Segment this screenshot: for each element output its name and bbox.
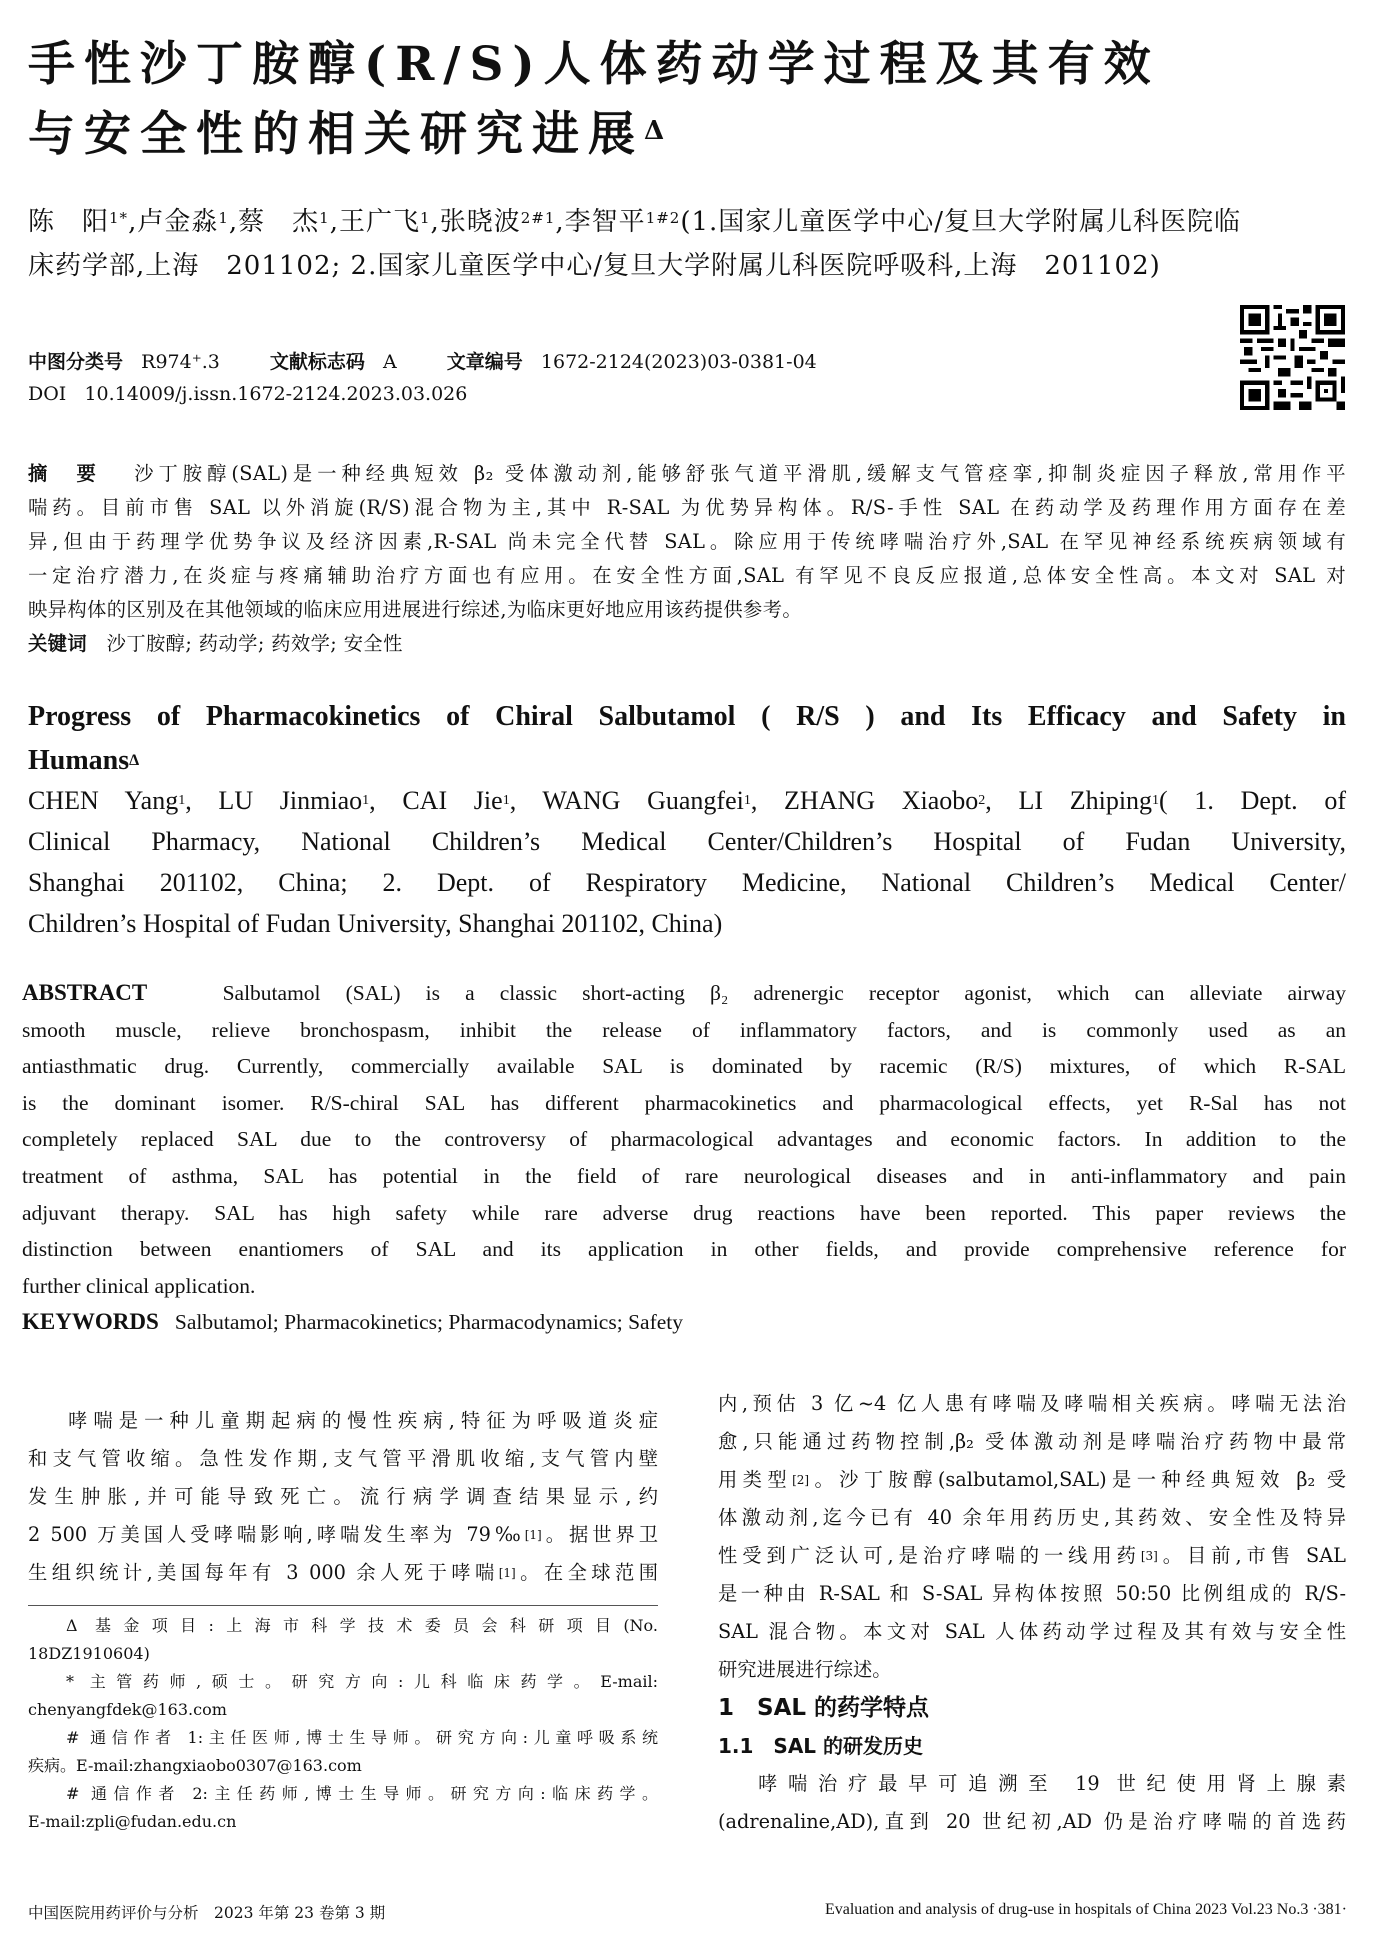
footnote-line: # 通信作者 2:主任药师,博士生导师。研究方向:临床药学。 [66,1784,658,1803]
author-name: 陈 阳 [28,207,110,237]
body-line [28,1516,658,1554]
author-name: ,张晓波 [430,207,521,237]
english-abstract-line: distinction between enantiomers of SAL and its application in other fields, and provide comprehensive reference for [22,1237,1346,1262]
english-title-line-2-text: Humans [28,745,130,776]
author-affiliation-mark: 1 [319,209,330,227]
keywords-text: 沙丁胺醇; 药动学; 药效学; 安全性 [106,632,403,655]
english-affiliation-line: Children’s Hospital of Fudan University, Shanghai 201102, China) [28,909,723,938]
body-line: SAL 混合物。本文对 SAL 人体药动学过程及其有效与安全性 [718,1620,1346,1643]
author-name: , ZHANG Xiaobo [750,786,979,815]
body-line: 发生肿胀,并可能导致死亡。流行病学调查结果显示,约 [28,1485,658,1508]
citation-ref[interactable]: [1] [524,1528,542,1542]
doc-code-label: 文献标志码 [269,351,365,373]
author-affiliation-mark: 2 [978,793,986,808]
title-line-1: 手性沙丁胺醇(R/S)人体药动学过程及其有效 [28,37,1160,92]
article-no-value: 1672-2124(2023)03-0381-04 [540,351,817,373]
english-abstract-line: antiasthmatic drug. Currently, commercially available SAL is dominated by racemic (R/S) mixtures, of which R-SAL [22,1054,1346,1079]
author-affiliation-mark: 1#2 [645,209,681,227]
clc-value: R974⁺.3 [141,351,220,373]
body-text: 。沙丁胺醇(salbutamol,SAL)是一种经典短效 β₂ 受 [809,1468,1347,1491]
body-line: 内,预估 3 亿~4 亿人患有哮喘及哮喘相关疾病。哮喘无法治 [718,1392,1346,1415]
footer-journal-en: Evaluation and analysis of drug-use in hospitals of China 2023 Vol.23 No.3 ·381· [824,1901,1347,1918]
author-affiliation-mark: 1 [178,793,186,808]
affiliation-text: (1.国家儿童医学中心/复旦大学附属儿科医院临 [680,207,1242,237]
affiliation-line: 床药学部,上海 201102; 2.国家儿童医学中心/复旦大学附属儿科医院呼吸科,上海 201102) [28,251,1161,281]
footnote-line: 18DZ1910604) [28,1644,150,1663]
funding-mark: Δ [644,116,665,146]
abstract-text: 沙丁胺醇(SAL)是一种经典短效 β₂ 受体激动剂,能够舒张气道平滑肌,缓解支气管痉挛,抑制炎症因子释放,常用作平 [134,462,1346,485]
english-title [28,695,1346,783]
footer-journal-cn: 中国医院用药评价与分析 2023 年第 23 卷第 3 期 [28,1904,386,1922]
article-title [28,30,1348,170]
meta-row-1 [28,346,817,378]
english-title-line-2 [28,739,1346,783]
body-text: 用类型 [718,1468,793,1491]
body-line: 研究进展进行综述。 [718,1658,892,1681]
keywords-label: 关键词 [28,632,88,655]
clc-label: 中图分类号 [28,351,124,373]
body-text: 生组织统计,美国每年有 3 000 余人死于哮喘 [28,1561,499,1584]
article-meta [28,346,817,410]
english-abstract-line: adjuvant therapy. SAL has high safety while rare adverse drug reactions have been reported. This paper reviews the [22,1200,1346,1225]
body-line [718,1461,1346,1499]
body-line [28,1554,658,1592]
body-text: 。在全球范围 [515,1561,658,1584]
english-abstract-label: ABSTRACT [22,980,148,1005]
footnote-email[interactable]: chenyangfdek@163.com [28,1700,227,1719]
doi-value[interactable]: 10.14009/j.issn.1672-2124.2023.03.026 [84,383,468,405]
author-list [28,200,1348,288]
author-affiliation-mark: 1 [743,793,751,808]
body-line: 体激动剂,迄今已有 40 余年用药历史,其药效、安全性及特异 [718,1506,1346,1529]
english-abstract-line [22,975,1346,1012]
article-no-label: 文章编号 [446,351,523,373]
english-abstract-line: treatment of asthma, SAL has potential in the field of rare neurological diseases and in anti-inflammatory and pain [22,1163,1346,1188]
english-author-list [28,780,1346,944]
abstract-line: 映异构体的区别及在其他领域的临床应用进展进行综述,为临床更好地应用该药提供参考。 [28,598,803,621]
footnote-email[interactable]: E-mail:zpli@fudan.edu.cn [28,1812,237,1831]
author-affiliation-mark: 1 [419,209,431,227]
abstract-label: 摘 要 [28,462,101,485]
body-line [718,1537,1346,1575]
english-author-line-1 [28,780,1346,821]
author-name: CHEN Yang [28,786,179,815]
author-name: ,蔡 杰 [228,207,320,237]
footnote-divider [28,1605,658,1606]
english-abstract-line: smooth muscle, relieve bronchospasm, inhibit the release of inflammatory factors, and is commonly used as an [22,1017,1346,1042]
english-affiliation-line: Clinical Pharmacy, National Children’s Medical Center/Children’s Hospital of Fudan University, [28,827,1346,856]
english-abstract-text: Salbutamol (SAL) is a classic short-acting β₂ adrenergic receptor agonist, which can alleviate airway [222,981,1347,1005]
english-abstract-line: further clinical application. [22,1273,256,1298]
abstract-line: 异,但由于药理学优势争议及经济因素,R-SAL 尚未完全代替 SAL。除应用于传统哮喘治疗外,SAL 在罕见神经系统疾病领域有 [28,530,1346,553]
body-line: 愈,只能通过药物控制,β₂ 受体激动剂是哮喘治疗药物中最常 [718,1430,1346,1453]
author-line-1 [28,200,1348,244]
title-line-2 [28,100,1348,170]
body-column-right [718,1385,1346,1841]
footnote-line: Δ 基金项目:上海市科学技术委员会科研项目(No. [66,1616,658,1635]
author-name: ,卢金淼 [128,207,219,237]
body-line: (adrenaline,AD),直到 20 世纪初,AD 仍是治疗哮喘的首选药 [718,1810,1346,1833]
author-name: , LU Jinmiao [185,786,363,815]
author-affiliation-mark: 1 [362,793,370,808]
body-column-left [28,1402,658,1592]
english-keywords-text: Salbutamol; Pharmacokinetics; Pharmacodynamics; Safety [174,1310,683,1335]
english-title-line-1: Progress of Pharmacokinetics of Chiral Salbutamol ( R/S ) and Its Efficacy and Safety in [28,701,1346,732]
body-line: 哮喘是一种儿童期起病的慢性疾病,特征为呼吸道炎症 [68,1409,658,1432]
author-affiliation-mark: 1* [109,209,129,227]
footnote-line: # 通信作者 1:主任医师,博士生导师。研究方向:儿童呼吸系统 [66,1728,658,1747]
author-name: ,李智平 [555,207,646,237]
affiliation-text: ( 1. Dept. of [1159,786,1346,815]
english-abstract-line: completely replaced SAL due to the controversy of pharmacological advantages and economic factors. In addition to the [22,1127,1346,1152]
citation-ref[interactable]: [1] [498,1566,516,1580]
citation-ref[interactable]: [2] [792,1473,810,1487]
english-keywords-line [22,1304,1346,1341]
body-line: 哮喘治疗最早可追溯至 19 世纪使用肾上腺素 [758,1772,1346,1795]
section-heading-1: 1 SAL 的药学特点 [718,1695,930,1721]
body-line: 和支气管收缩。急性发作期,支气管平滑肌收缩,支气管内壁 [28,1447,658,1470]
qr-code-icon[interactable] [1240,305,1345,410]
abstract-line: 喘药。目前市售 SAL 以外消旋(R/S)混合物为主,其中 R-SAL 为优势异构体。R/S-手性 SAL 在药动学及药理作用方面存在差 [28,496,1346,519]
footnotes [28,1612,658,1836]
meta-row-2 [28,378,817,410]
author-affiliation-mark: 1 [218,209,229,227]
author-name: ,王广飞 [329,207,420,237]
abstract-line: 一定治疗潜力,在炎症与疼痛辅助治疗方面也有应用。在安全性方面,SAL 有罕见不良反应报道,总体安全性高。本文对 SAL 对 [28,564,1346,587]
doi-label: DOI [28,383,67,405]
doc-code-value: A [383,351,397,373]
funding-mark: Δ [129,752,140,769]
abstract-line [28,457,1346,491]
footnote-email[interactable]: 疾病。E-mail:zhangxiaobo0307@163.com [28,1756,362,1775]
author-affiliation-mark: 1 [502,793,510,808]
chinese-abstract [28,457,1346,661]
author-name: , WANG Guangfei [509,786,744,815]
author-name: , CAI Jie [369,786,503,815]
footnote-line: * 主管药师,硕士。研究方向:儿科临床药学。E-mail: [66,1672,658,1691]
body-text: 2 500 万美国人受哮喘影响,哮喘发生率为 79‰ [28,1523,525,1546]
title-line-2-text: 与安全性的相关研究进展 [28,107,644,162]
section-heading-1-1: 1.1 SAL 的研发历史 [718,1734,924,1758]
body-text: 。据世界卫 [541,1523,659,1546]
english-keywords-label: KEYWORDS [22,1309,159,1335]
english-abstract [22,975,1346,1341]
author-name: , LI Zhiping [985,786,1153,815]
keywords-line [28,627,1346,661]
citation-ref[interactable]: [3] [1140,1549,1158,1563]
body-text: 。目前,市售 SAL [1157,1544,1346,1567]
author-affiliation-mark: 1 [1152,793,1160,808]
author-affiliation-mark: 2#1 [520,209,556,227]
english-abstract-line: is the dominant isomer. R/S-chiral SAL has different pharmacokinetics and pharmacological effects, yet R-Sal has not [22,1090,1346,1115]
english-affiliation-line: Shanghai 201102, China; 2. Dept. of Respiratory Medicine, National Children’s Medical Center/ [28,868,1346,897]
body-text: 性受到广泛认可,是治疗哮喘的一线用药 [718,1544,1141,1567]
body-line: 是一种由 R-SAL 和 S-SAL 异构体按照 50:50 比例组成的 R/S- [718,1582,1346,1605]
